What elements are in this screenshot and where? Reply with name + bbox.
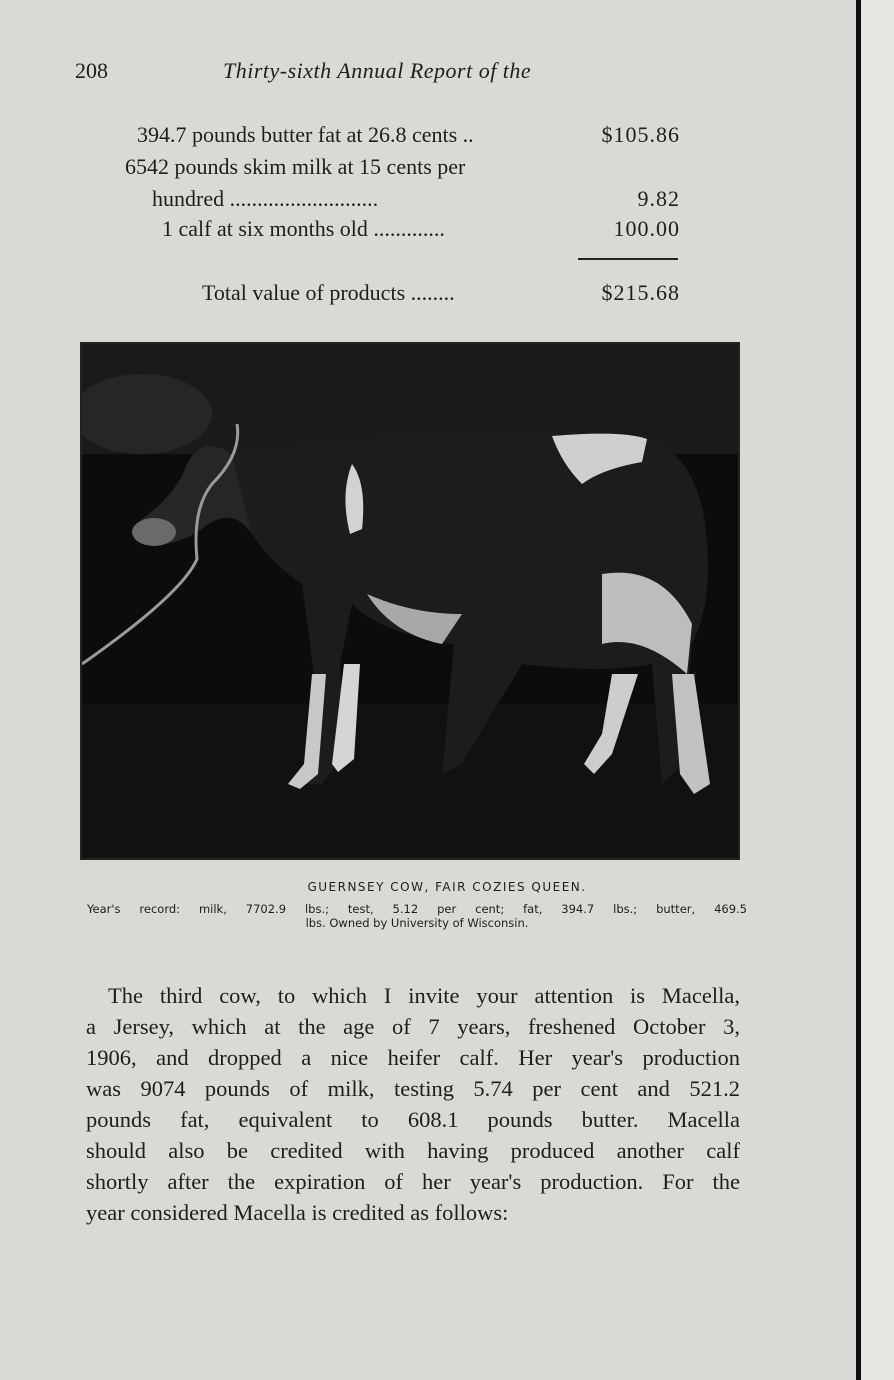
guernsey-cow-illustration <box>82 344 738 858</box>
paragraph-line: 1906, and dropped a nice heifer calf. Her year's production <box>86 1045 740 1070</box>
paragraph-line: a Jersey, which at the age of 7 years, freshened October 3, <box>86 1014 740 1039</box>
paragraph-line: The third cow, to which I invite your attention is Macella, <box>108 983 740 1008</box>
running-title: Thirty-sixth Annual Report of the <box>223 58 532 83</box>
ledger-row-label: 1 calf at six months old ............. <box>162 216 445 241</box>
paragraph-line: shortly after the expiration of her year's production. For the <box>86 1169 740 1194</box>
ledger-row-label: 6542 pounds skim milk at 15 cents per <box>125 154 466 179</box>
paragraph-line: year considered Macella is credited as follows: <box>86 1200 509 1225</box>
ledger-row-label: 394.7 pounds butter fat at 26.8 cents .. <box>137 122 474 147</box>
value-ledger <box>0 0 894 320</box>
ledger-row-amount: $105.86 <box>601 122 680 147</box>
paragraph-line: should also be credited with having produced another calf <box>86 1138 740 1163</box>
page-number: 208 <box>75 58 108 83</box>
paragraph-line: was 9074 pounds of milk, testing 5.74 per cent and 521.2 <box>86 1076 740 1101</box>
cow-photograph <box>80 342 740 860</box>
figure-caption-record <box>87 902 747 930</box>
total-label: Total value of products ........ <box>202 280 455 305</box>
figure-caption-title: GUERNSEY COW, FAIR COZIES QUEEN. <box>307 880 587 894</box>
total-rule <box>578 258 678 260</box>
record-line-2: lbs. Owned by University of Wisconsin. <box>305 916 529 930</box>
record-line-1: Year's record: milk, 7702.9 lbs.; test, 5.12 per cent; fat, 394.7 lbs.; butter, 469.5 <box>87 902 747 916</box>
ledger-row-amount: 100.00 <box>613 216 680 241</box>
paragraph-line: pounds fat, equivalent to 608.1 pounds butter. Macella <box>86 1107 740 1132</box>
ledger-row-label: hundred ........................... <box>152 186 379 211</box>
ledger-row-amount: 9.82 <box>637 186 680 211</box>
body-paragraph <box>86 980 740 1228</box>
total-amount: $215.68 <box>601 280 680 305</box>
